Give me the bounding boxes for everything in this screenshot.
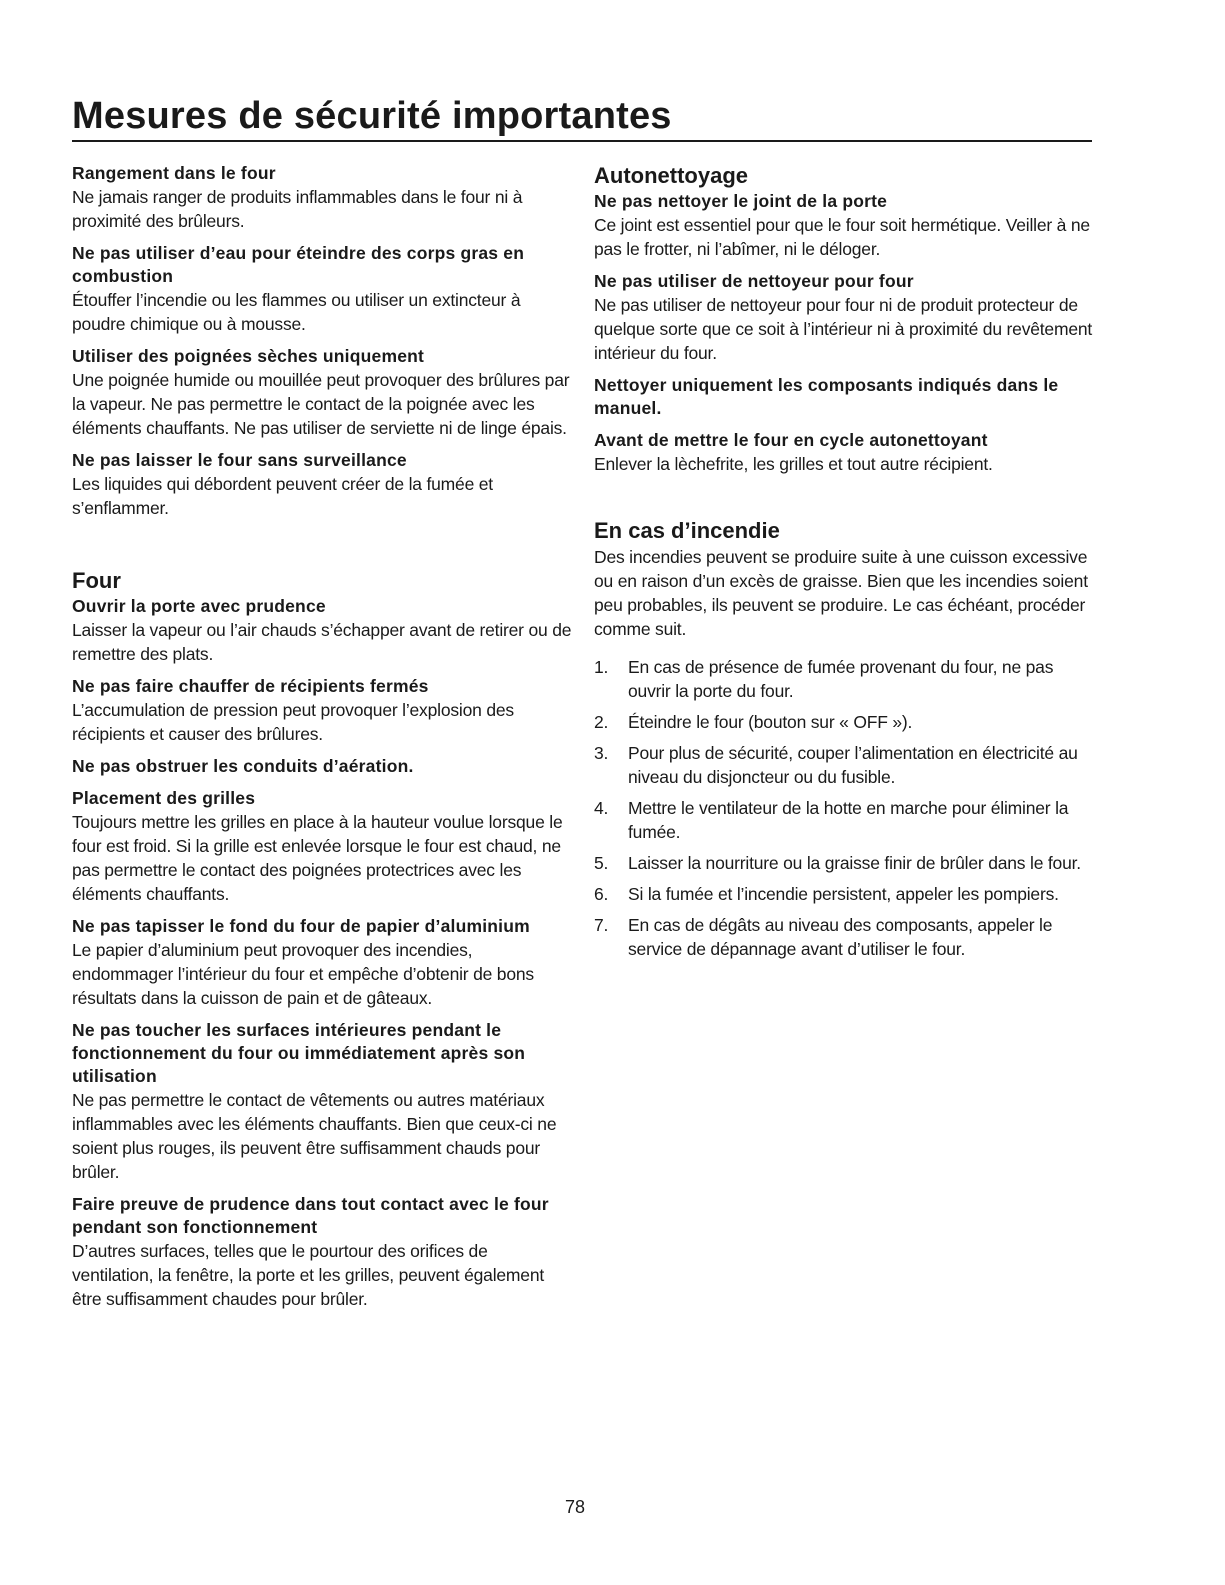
safety-item [72,449,572,520]
step-text: Éteindre le four (bouton sur « OFF »). [628,712,913,732]
step-text: Si la fumée et l’incendie persistent, appeler les pompiers. [628,884,1059,904]
safety-item [72,787,572,906]
list-item [594,851,1094,875]
spacer [594,485,1094,517]
left-column [72,162,572,1320]
section-heading-four: Four [72,568,121,593]
step-number: 2. [594,712,609,732]
list-item [594,710,1094,734]
safety-item [594,190,1094,261]
item-text: Toujours mettre les grilles en place à la hauteur voulue lorsque le four est froid. Si la grille est enlevée lorsque le four est chaud, ne pas permettre le contact des poignées protectrices avec les éléments chauffants. [72,812,563,904]
item-text: D’autres surfaces, telles que le pourtour des orifices de ventilation, la fenêtre, la porte et les grilles, peuvent également être suffisamment chaudes pour brûler. [72,1241,545,1309]
item-text: Ne pas permettre le contact de vêtements ou autres matériaux inflammables avec les éléments chauffants. Bien que ceux-ci ne soient plus rouges, ils peuvent être suffisamment chauds pour brûler. [72,1090,557,1182]
item-title: Ne pas obstruer les conduits d’aération. [72,756,414,776]
item-title: Utiliser des poignées sèches uniquement [72,346,425,366]
step-text: En cas de dégâts au niveau des composants, appeler le service de dépannage avant d’utiliser le four. [628,915,1053,959]
item-text: Ne pas utiliser de nettoyeur pour four ni de produit protecteur de quelque sorte que ce soit à l’intérieur ni à proximité du revêtement intérieur du four. [594,295,1093,363]
incendie-intro: Des incendies peuvent se produire suite à une cuisson excessive ou en raison d’un excès de graisse. Bien que les incendies soient peu probables, ils peuvent se produire. Le cas échéant, procéder comme suit. [594,547,1088,639]
list-item [594,655,1094,703]
item-title: Ne pas nettoyer le joint de la porte [594,191,888,211]
item-title: Ne pas utiliser d’eau pour éteindre des corps gras en combustion [72,243,525,286]
safety-item [594,374,1094,420]
list-item [594,741,1094,789]
step-number: 7. [594,915,609,935]
safety-item [72,1019,572,1184]
list-item [594,796,1094,844]
item-title: Rangement dans le four [72,163,276,183]
item-title: Ne pas faire chauffer de récipients fermés [72,676,429,696]
safety-item [72,755,572,778]
title-divider [72,140,1092,142]
item-title: Ouvrir la porte avec prudence [72,596,326,616]
item-title: Placement des grilles [72,788,256,808]
item-title: Faire preuve de prudence dans tout contact avec le four pendant son fonctionnement [72,1194,549,1237]
step-number: 6. [594,884,609,904]
item-text: Ne jamais ranger de produits inflammables dans le four ni à proximité des brûleurs. [72,187,523,231]
step-text: Laisser la nourriture ou la graisse finir de brûler dans le four. [628,853,1081,873]
safety-item [72,1193,572,1311]
safety-item [72,675,572,746]
step-text: Mettre le ventilateur de la hotte en marche pour éliminer la fumée. [628,798,1069,842]
spacer [72,529,572,567]
safety-item [72,595,572,666]
item-text: Enlever la lèchefrite, les grilles et tout autre récipient. [594,454,993,474]
safety-item [72,345,572,440]
item-text: Étouffer l’incendie ou les flammes ou utiliser un extincteur à poudre chimique ou à mousse. [72,290,521,334]
step-number: 1. [594,657,609,677]
item-title: Avant de mettre le four en cycle autonettoyant [594,430,988,450]
item-title: Ne pas laisser le four sans surveillance [72,450,407,470]
list-item [594,913,1094,961]
item-title: Ne pas toucher les surfaces intérieures pendant le fonctionnement du four ou immédiatement après son utilisation [72,1020,526,1086]
item-text: Les liquides qui débordent peuvent créer de la fumée et s’enflammer. [72,474,493,518]
list-item [594,882,1094,906]
safety-item [594,270,1094,365]
incendie-steps [594,655,1094,961]
right-column [594,162,1094,968]
item-title: Nettoyer uniquement les composants indiqués dans le manuel. [594,375,1059,418]
safety-item [72,915,572,1010]
item-text: Ce joint est essentiel pour que le four soit hermétique. Veiller à ne pas le frotter, ni l’abîmer, ni le déloger. [594,215,1090,259]
safety-item [72,242,572,336]
step-text: En cas de présence de fumée provenant du four, ne pas ouvrir la porte du four. [628,657,1054,701]
page-number: 78 [564,1497,586,1517]
step-number: 5. [594,853,609,873]
page-title: Mesures de sécurité importantes [72,95,672,137]
step-number: 4. [594,798,609,818]
step-number: 3. [594,743,609,763]
item-text: Le papier d’aluminium peut provoquer des incendies, endommager l’intérieur du four et empêche d’obtenir de bons résultats dans la cuisson de pain et de gâteaux. [72,940,534,1008]
section-heading-incendie: En cas d’incendie [594,518,780,543]
step-text: Pour plus de sécurité, couper l’alimentation en électricité au niveau du disjoncteur ou du fusible. [628,743,1078,787]
item-text: Une poignée humide ou mouillée peut provoquer des brûlures par la vapeur. Ne pas permettre le contact de la poignée avec les éléments chauffants. Ne pas utiliser de serviette ni de linge épais. [72,370,570,438]
section-heading-autonettoyage: Autonettoyage [594,163,748,188]
item-title: Ne pas tapisser le fond du four de papier d’aluminium [72,916,530,936]
safety-item [594,429,1094,476]
item-text: Laisser la vapeur ou l’air chauds s’échapper avant de retirer ou de remettre des plats. [72,620,572,664]
safety-item [72,162,572,233]
item-text: L’accumulation de pression peut provoquer l’explosion des récipients et causer des brûlures. [72,700,514,744]
item-title: Ne pas utiliser de nettoyeur pour four [594,271,914,291]
